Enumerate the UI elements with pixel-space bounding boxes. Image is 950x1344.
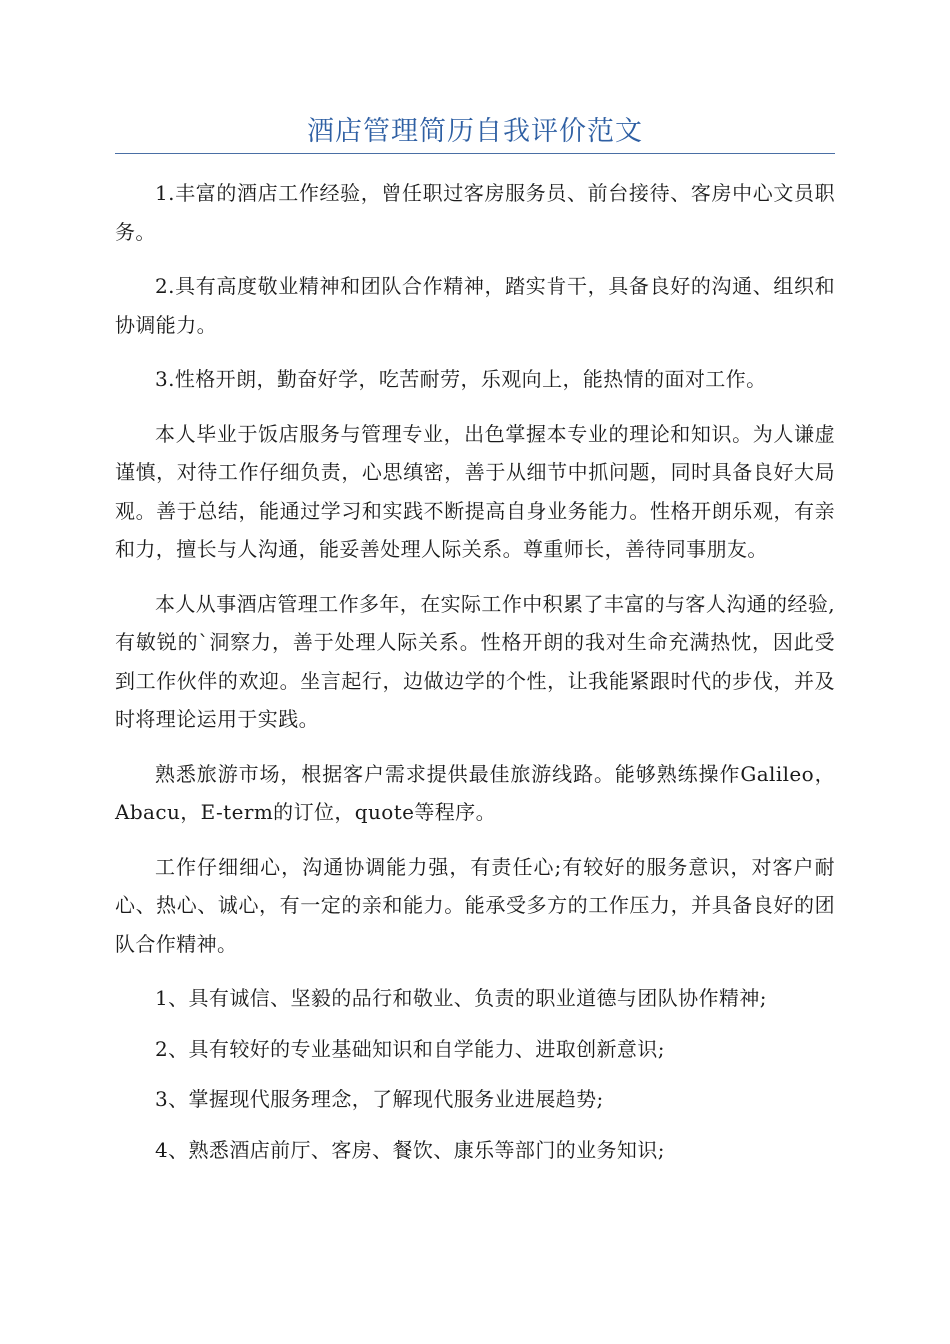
- paragraph-3: 3.性格开朗，勤奋好学，吃苦耐劳，乐观向上，能热情的面对工作。: [155, 367, 767, 391]
- paragraph-1: 1.丰富的酒店工作经验，曾任职过客房服务员、前台接待、客房中心文员职务。: [115, 181, 835, 244]
- paragraph-2: 2.具有高度敬业精神和团队合作精神，踏实肯干，具备良好的沟通、组织和协调能力。: [115, 274, 835, 337]
- document-body: [115, 174, 835, 1181]
- list-item-3: 3、掌握现代服务理念，了解现代服务业进展趋势;: [155, 1087, 604, 1111]
- title-divider: [115, 153, 835, 154]
- list-item-4: 4、熟悉酒店前厅、客房、餐饮、康乐等部门的业务知识;: [155, 1137, 665, 1162]
- paragraph-4: 本人毕业于饭店服务与管理专业，出色掌握本专业的理论和知识。为人谦虚谨慎，对待工作仔细负责，心思缜密，善于从细节中抓问题，同时具备良好大局观。善于总结，能通过学习和实践不断提高自身业务能力。性格开朗乐观，有亲和力，擅长与人沟通，能妥善处理人际关系。尊重师长，善待同事朋友。: [115, 421, 835, 561]
- paragraph-7: 工作仔细细心，沟通协调能力强，有责任心;有较好的服务意识，对客户耐心、热心、诚心，有一定的亲和能力。能承受多方的工作压力，并具备良好的团队合作精神。: [115, 854, 835, 956]
- page-title: 酒店管理简历自我评价范文: [307, 116, 643, 147]
- paragraph-5: 本人从事酒店管理工作多年，在实际工作中积累了丰富的与客人沟通的经验,有敏锐的`洞察力，善于处理人际关系。性格开朗的我对生命充满热忱，因此受到工作伙伴的欢迎。坐言起行，边做边学的个性，让我能紧跟时代的步伐，并及时将理论运用于实践。: [115, 591, 835, 731]
- paragraph-6: 熟悉旅游市场，根据客户需求提供最佳旅游线路。能够熟练操作Galileo，Abacu，E-term的订位，quote等程序。: [115, 761, 835, 824]
- list-item-2: 2、具有较好的专业基础知识和自学能力、进取创新意识;: [155, 1036, 665, 1061]
- list-item-1: 1、具有诚信、坚毅的品行和敬业、负责的职业道德与团队协作精神;: [155, 986, 767, 1010]
